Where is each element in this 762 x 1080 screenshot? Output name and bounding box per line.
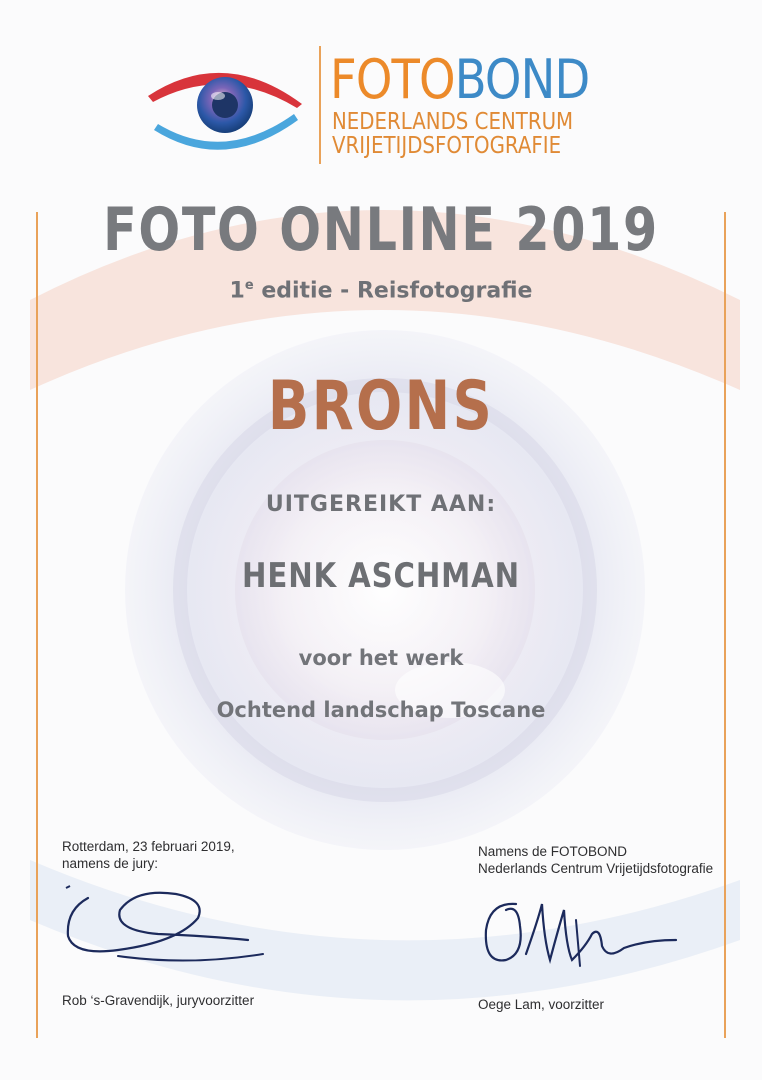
jury-signatory: Rob ‘s-Gravendijk, juryvoorzitter bbox=[62, 993, 255, 1008]
awarded-to-label: UITGEREIKT AAN: bbox=[265, 492, 497, 517]
left-border-line bbox=[36, 212, 38, 1038]
eye-lens-icon bbox=[144, 58, 306, 152]
brand-part-foto: FOTO bbox=[330, 48, 455, 111]
work-title: Ochtend landschap Toscane bbox=[216, 698, 546, 722]
brand-name bbox=[330, 50, 589, 110]
chairman-signatory: Oege Lam, voorzitter bbox=[478, 997, 605, 1012]
place-date: Rotterdam, 23 februari 2019, bbox=[62, 839, 235, 854]
jury-signature bbox=[58, 880, 278, 970]
recipient-name: HENK ASCHMAN bbox=[242, 556, 520, 596]
org-line2: Nederlands Centrum Vrijetijdsfotografie bbox=[478, 861, 714, 876]
org-line1: Namens de FOTOBOND bbox=[478, 844, 628, 859]
work-intro: voor het werk bbox=[298, 646, 464, 670]
edition-line bbox=[0, 278, 762, 303]
jury-line: namens de jury: bbox=[62, 856, 159, 871]
right-border-line bbox=[724, 212, 726, 1038]
edition-text: editie - Reisfotografie bbox=[253, 278, 533, 304]
award-level: BRONS bbox=[267, 367, 495, 446]
brand-part-bond: BOND bbox=[454, 48, 590, 111]
logo-divider bbox=[319, 46, 321, 164]
brand-subtitle-line1: NEDERLANDS CENTRUM bbox=[332, 109, 574, 135]
edition-suffix: e bbox=[244, 278, 254, 293]
event-title: FOTO ONLINE 2019 bbox=[103, 195, 659, 265]
chairman-signature bbox=[476, 890, 686, 980]
edition-number: 1 bbox=[229, 278, 245, 304]
brand-subtitle-line2: VRIJETIJDSFOTOGRAFIE bbox=[332, 133, 562, 159]
